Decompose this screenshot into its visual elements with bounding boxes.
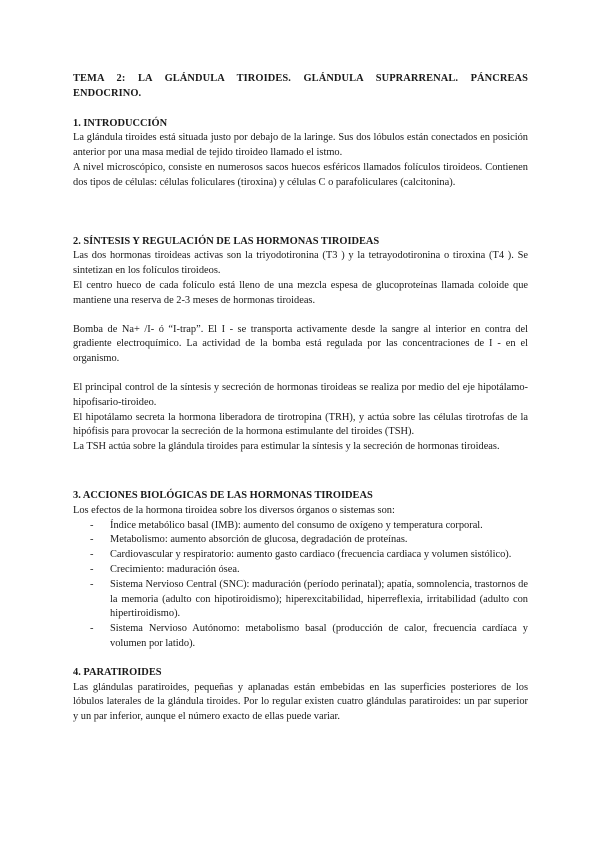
document-title: TEMA 2: LA GLÁNDULA TIROIDES. GLÁNDULA SUPRARRENAL. PÁNCREAS ENDOCRINO. <box>73 73 528 99</box>
section-heading: 2. SÍNTESIS Y REGULACIÓN DE LAS HORMONAS TIROIDEAS <box>73 235 380 247</box>
paragraph: El centro hueco de cada folículo está lleno de una mezcla espesa de glucoproteínas llamada coloide que mantiene una reserva de 2-3 meses de hormonas tiroideas. <box>73 279 528 306</box>
list-item: - Sistema Nervioso Autónomo: metabolismo basal (producción de calor, frecuencia cardíaca y volumen por latido). <box>110 622 528 652</box>
paragraph: La TSH actúa sobre la glándula tiroides para estimular la síntesis y la secreción de hormonas tiroideas. <box>73 441 500 453</box>
paragraph: A nivel microscópico, consiste en numerosos sacos huecos esféricos llamados folículos tiroideos. Contienen dos tipos de células: células foliculares (tiroxina) y células C o parafoliculares (calcitonina). <box>73 161 528 188</box>
section-heading: 1. INTRODUCCIÓN <box>73 117 168 129</box>
paragraph: Los efectos de la hormona tiroidea sobre los diversos órganos o sistemas son: <box>73 504 395 516</box>
list-item: - Índice metabólico basal (IMB): aumento del consumo de oxígeno y temperatura corporal. <box>110 519 528 534</box>
list-item: - Sistema Nervioso Central (SNC): maduración (período perinatal); apatía, somnolencia, trastornos de la memoria (adulto con hipotiroidismo); hiperexcitabilidad, hiperreflexia, irritabilidad (adulto con hipertiroidismo). <box>110 578 528 622</box>
section-heading: 3. ACCIONES BIOLÓGICAS DE LAS HORMONAS TIROIDEAS <box>73 489 373 501</box>
paragraph: El principal control de la síntesis y secreción de hormonas tiroideas se realiza por medio del eje hipotálamo-hipofisario-tiroideo. <box>73 381 528 408</box>
paragraph: Bomba de Na+ /I- ó “I-trap”. El I - se transporta activamente desde la sangre al interior en contra del gradiente electroquímico. La actividad de la bomba está regulada por las concentraciones de I - en el organismo. <box>73 323 528 365</box>
list-item: - Metabolismo: aumento absorción de glucosa, degradación de proteínas. <box>110 533 528 548</box>
paragraph: Las glándulas paratiroides, pequeñas y aplanadas están embebidas en las superficies posteriores de los lóbulos laterales de la glándula tiroides. Por lo regular existen cuatro glándulas paratiroides: un par superior y un par inferior, aunque el número exacto de ellas puede variar. <box>73 681 528 723</box>
paragraph: El hipotálamo secreta la hormona liberadora de tirotropina (TRH), y actúa sobre las células tirotrofas de la hipófisis para provocar la secreción de la hormona estimulante del tiroides (TSH). <box>73 411 528 438</box>
effects-list <box>73 519 528 652</box>
section-heading: 4. PARATIROIDES <box>73 666 162 678</box>
paragraph: La glándula tiroides está situada justo por debajo de la laringe. Sus dos lóbulos están conectados en posición anterior por una masa medial de tejido tiroideo llamado el istmo. <box>73 132 528 159</box>
section-introduccion <box>73 117 528 191</box>
document-page <box>73 72 528 725</box>
section-sintesis <box>73 235 528 455</box>
section-acciones <box>73 489 528 652</box>
section-paratiroides <box>73 666 528 725</box>
paragraph: Las dos hormonas tiroideas activas son la triyodotironina (T3 ) y la tetrayodotironina o tiroxina (T4 ). Se sintetizan en los folículos tiroideos. <box>73 250 528 277</box>
list-item: - Cardiovascular y respiratorio: aumento gasto cardiaco (frecuencia cardiaca y volumen sistólico). <box>110 548 528 563</box>
list-item: - Crecimiento: maduración ósea. <box>110 563 528 578</box>
